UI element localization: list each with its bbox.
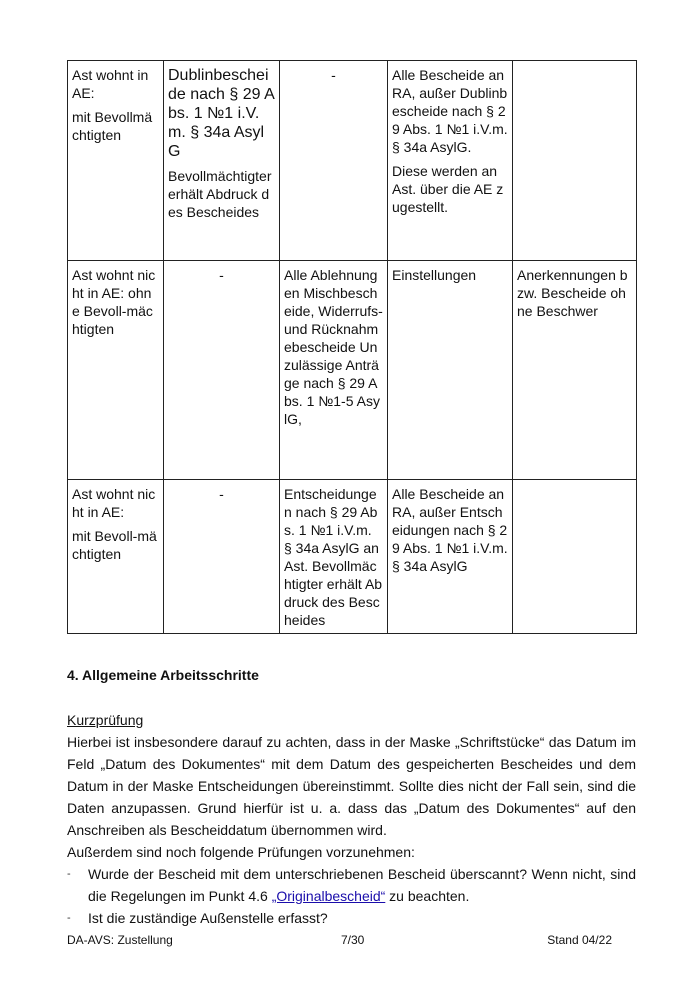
- footer-version: Stand 04/22: [547, 933, 612, 947]
- cell-text: Alle Bescheide an RA, außer Dublinbescheide nach § 29 Abs. 1 №1 i.V.m. § 34a AsylG.: [392, 67, 508, 155]
- cell-text: Anerkennungen bzw. Bescheide ohne Beschwer: [517, 267, 628, 319]
- table-cell: [280, 61, 388, 261]
- footer-document-name: DA-AVS: Zustellung: [67, 933, 173, 947]
- cell-text: Alle Ablehnungen Mischbescheide, Widerrufs- und Rücknahmebescheide Unzulässige Anträge nach § 29 Abs. 1 №1-5 AsylG,: [284, 267, 383, 427]
- cell-text: -: [331, 67, 336, 83]
- table-cell: [68, 61, 164, 261]
- originalbescheid-link[interactable]: „Originalbescheid“: [271, 888, 386, 904]
- table-cell: [68, 480, 164, 634]
- cell-text: Ast wohnt nicht in AE: ohne Bevoll-mächtigten: [72, 267, 156, 337]
- table-cell: [164, 480, 280, 634]
- cell-text: Diese werden an Ast. über die AE zugestellt.: [392, 163, 504, 215]
- table-cell: [68, 261, 164, 480]
- bullet-marker: -: [67, 912, 71, 924]
- cell-text: Einstellungen: [392, 267, 477, 283]
- cell-text: Alle Bescheide an RA, außer Entscheidungen nach § 29 Abs. 1 №1 i.V.m. § 34a AsylG: [392, 486, 508, 574]
- cell-text: Bevollmächtigter erhält Abdruck des Bescheides: [168, 168, 272, 220]
- table-cell: [164, 261, 280, 480]
- table-row: [68, 61, 637, 261]
- list-item-text: zu beachten.: [385, 888, 470, 904]
- list-item-text: Ist die zuständige Außenstelle erfasst?: [88, 910, 328, 926]
- bullet-marker: -: [67, 868, 71, 880]
- cell-text: mit Bevollmächtigten: [72, 109, 153, 143]
- list-item-text: Wurde der Bescheid mit dem unterschriebenen Bescheid überscannt? Wenn nicht, sind die Regelungen im Punkt 4.6: [88, 866, 636, 904]
- check-list: [67, 863, 636, 929]
- list-item: [67, 863, 636, 907]
- cell-text: Dublinbescheide nach § 29 Abs. 1 №1 i.V.m. § 34a AsylG: [168, 67, 275, 160]
- delivery-rules-table: [67, 60, 637, 634]
- table-cell: [280, 261, 388, 480]
- cell-text: Ast wohnt in AE:: [72, 67, 149, 101]
- table-cell: [164, 61, 280, 261]
- table-cell: [513, 61, 637, 261]
- cell-text: mit Bevoll-mächtigten: [72, 528, 157, 562]
- table-cell: [388, 261, 513, 480]
- table-row: [68, 261, 637, 480]
- footer-page-number: 7/30: [341, 933, 365, 947]
- paragraph: Hierbei ist insbesondere darauf zu achten, dass in der Maske „Schriftstücke“ das Datum im Feld „Datum des Dokumentes“ mit dem Datum des gespeicherten Bescheides und dem Datum in der Maske Entscheidungen übereinstimmt. Sollte dies nicht der Fall sein, sind die Daten anzupassen. Grund hierfür ist u. a. dass das „Datum des Dokumentes“ auf den Anschreiben als Bescheiddatum übernommen wird.: [67, 734, 636, 838]
- cell-text: -: [219, 486, 224, 502]
- cell-text: Entscheidungen nach § 29 Abs. 1 №1 i.V.m. § 34a AsylG an Ast. Bevollmächtigter erhält Abdruck des Bescheides: [284, 486, 383, 628]
- list-item: [67, 907, 636, 929]
- section-heading: 4. Allgemeine Arbeitsschritte: [67, 667, 259, 683]
- table-cell: [513, 261, 637, 480]
- cell-text: Ast wohnt nicht in AE:: [72, 486, 156, 520]
- subheading: Kurzprüfung: [67, 712, 144, 728]
- paragraph: Außerdem sind noch folgende Prüfungen vorzunehmen:: [67, 844, 415, 860]
- table-cell: [280, 480, 388, 634]
- table-row: [68, 480, 637, 634]
- cell-text: -: [219, 267, 224, 283]
- table-cell: [388, 480, 513, 634]
- table-cell: [513, 480, 637, 634]
- section-body: [67, 709, 636, 929]
- table-cell: [388, 61, 513, 261]
